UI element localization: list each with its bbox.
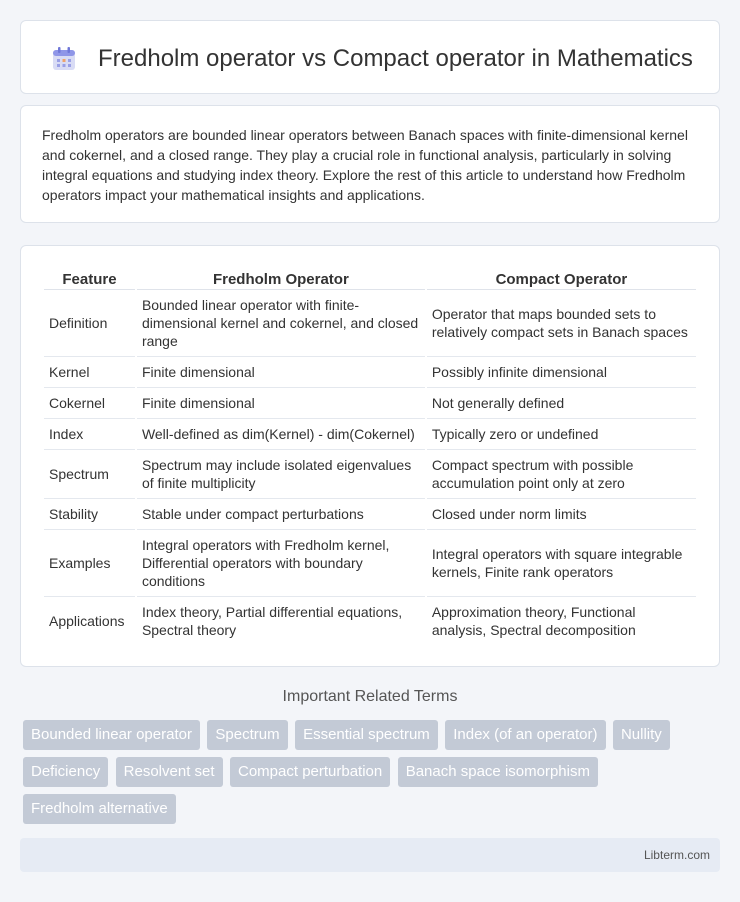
table-row — [44, 597, 696, 645]
table-header-row — [44, 266, 696, 290]
table-row — [44, 290, 696, 357]
related-term-tag[interactable]: Bounded linear operator — [23, 720, 200, 750]
page-title: Fredholm operator vs Compact operator in Mathematics — [98, 45, 693, 72]
table-row — [44, 357, 696, 388]
compact-cell: Not generally defined — [427, 388, 696, 419]
table-row — [44, 530, 696, 597]
fredholm-cell: Stable under compact perturbations — [137, 499, 425, 530]
fredholm-cell: Index theory, Partial differential equations, Spectral theory — [141, 604, 403, 638]
fredholm-cell: Well-defined as dim(Kernel) - dim(Cokernel) — [137, 419, 425, 450]
feature-cell: Examples — [44, 530, 135, 597]
related-term-tag[interactable]: Index (of an operator) — [445, 720, 605, 750]
footer — [20, 838, 720, 872]
fredholm-cell: Finite dimensional — [137, 357, 425, 388]
compact-cell: Integral operators with square integrable kernels, Finite rank operators — [427, 530, 696, 597]
related-terms-title: Important Related Terms — [282, 688, 458, 705]
related-term-tag[interactable]: Banach space isomorphism — [398, 757, 598, 787]
table-row — [44, 419, 696, 450]
related-term-tag[interactable]: Compact perturbation — [230, 757, 390, 787]
compact-cell: Possibly infinite dimensional — [427, 357, 696, 388]
fredholm-cell: Finite dimensional — [137, 388, 425, 419]
footer-site-link[interactable]: Libterm.com — [643, 848, 710, 862]
compact-cell: Compact spectrum with possible accumulation point only at zero — [427, 450, 696, 499]
table-row — [44, 450, 696, 499]
feature-cell: Stability — [44, 499, 135, 530]
related-term-tag[interactable]: Fredholm alternative — [23, 794, 176, 824]
fredholm-cell: Spectrum may include isolated eigenvalues of finite multiplicity — [137, 450, 425, 499]
feature-cell: Spectrum — [44, 450, 135, 499]
table-row — [44, 499, 696, 530]
intro-card — [20, 105, 720, 223]
comparison-table — [42, 266, 698, 645]
calendar-icon — [51, 46, 77, 72]
feature-cell: Applications — [49, 613, 125, 629]
column-header-feature: Feature — [44, 266, 135, 290]
related-term-tag[interactable]: Essential spectrum — [295, 720, 438, 750]
feature-cell: Cokernel — [44, 388, 135, 419]
related-terms-list — [23, 720, 723, 831]
related-term-tag[interactable]: Resolvent set — [116, 757, 223, 787]
table-row — [44, 388, 696, 419]
column-header-fredholm: Fredholm Operator — [137, 266, 425, 290]
related-term-tag[interactable]: Nullity — [613, 720, 670, 750]
related-term-tag[interactable]: Spectrum — [207, 720, 287, 750]
column-header-compact: Compact Operator — [427, 266, 696, 290]
compact-cell: Operator that maps bounded sets to relatively compact sets in Banach spaces — [427, 290, 696, 357]
compact-cell: Closed under norm limits — [427, 499, 696, 530]
compact-cell: Typically zero or undefined — [427, 419, 696, 450]
feature-cell: Index — [44, 419, 135, 450]
feature-cell: Definition — [44, 290, 135, 357]
feature-cell: Kernel — [44, 357, 135, 388]
comparison-card — [20, 245, 720, 667]
related-term-tag[interactable]: Deficiency — [23, 757, 108, 787]
intro-text: Fredholm operators are bounded linear operators between Banach spaces with finite-dimensional kernel and cokernel, and a closed range. They play a crucial role in functional analysis, particularly in solving integral equations and studying index theory. Explore the rest of this article to understand how Fredholm operators impact your mathematical insights and applications. — [42, 127, 688, 203]
header-card — [20, 20, 720, 94]
compact-cell: Approximation theory, Functional analysis, Spectral decomposition — [431, 604, 636, 638]
fredholm-cell: Bounded linear operator with finite-dimensional kernel and cokernel, and closed range — [137, 290, 425, 357]
fredholm-cell: Integral operators with Fredholm kernel, Differential operators with boundary conditions — [137, 530, 425, 597]
